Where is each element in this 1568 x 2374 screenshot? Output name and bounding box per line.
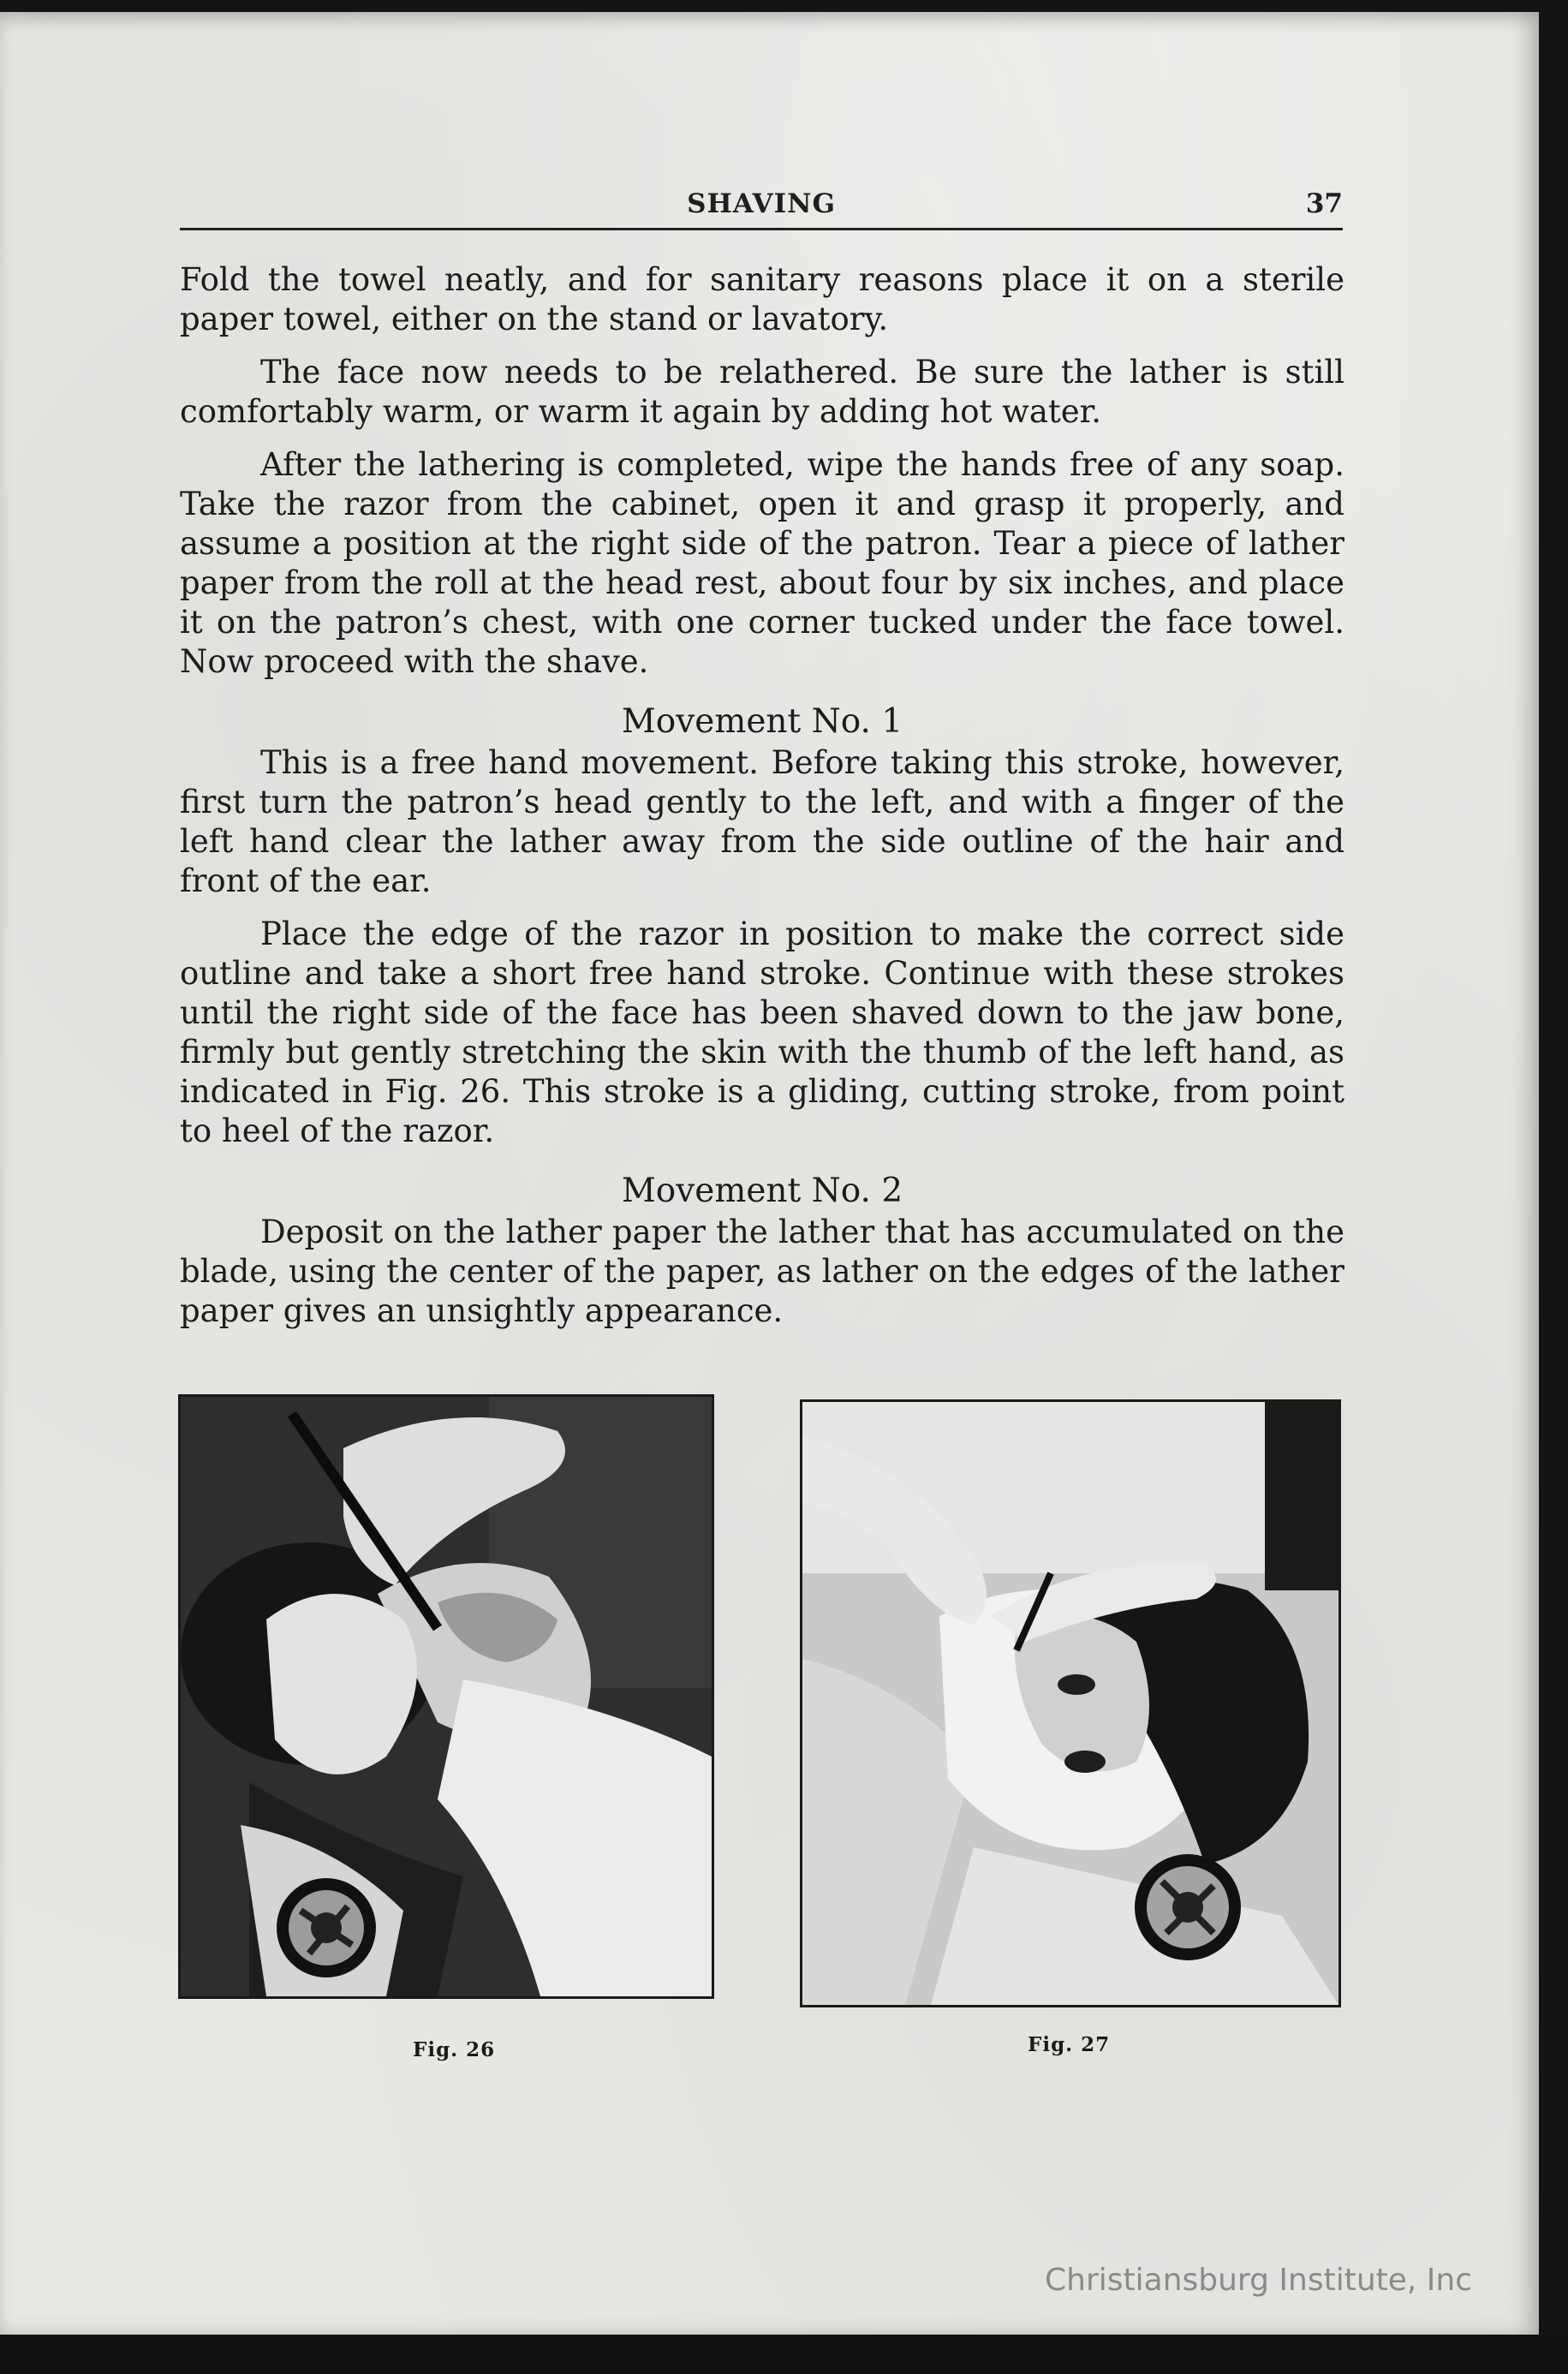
body-text [180,260,1344,1345]
paragraph: After the lathering is completed, wipe the hands free of any soap. Take the razor from the cabinet, open it and grasp it properly, and assume a position at the right side of the patron. Tear a piece of lather paper from the roll at the head rest, about four by six inches, and place it on the patron’s chest, with one corner tucked under the face towel. Now proceed with the shave. [180,446,1344,680]
fig-26-illustration [181,1397,712,1996]
paragraph: Fold the towel neatly, and for sanitary reasons place it on a sterile paper towel, either on the stand or lavatory. [180,261,1344,337]
figure-26-photo [178,1394,714,1999]
paragraph: This is a free hand movement. Before taking this stroke, however, first turn the patron’s head gently to the left, and with a finger of the left hand clear the lather away from the side outline of the hair and front of the ear. [180,744,1344,899]
watermark: Christiansburg Institute, Inc [1045,2263,1473,2298]
page-header [180,182,1343,230]
fig-27-illustration [802,1402,1338,2005]
page-number: 37 [1305,188,1343,219]
paragraph: Deposit on the lather paper the lather that has accumulated on the blade, using the center of the paper, as lather on the edges of the lather paper gives an unsightly appearance. [180,1214,1344,1329]
figure-27-caption: Fig. 27 [1028,2033,1111,2056]
movement-1-heading: Movement No. 1 [621,702,903,741]
book-page [0,12,1539,2335]
movement-2-heading: Movement No. 2 [621,1172,903,1210]
paragraph: Place the edge of the razor in position to make the correct side outline and take a short free hand stroke. Continue with these strokes until the right side of the face has been shaved down to the jaw bone, firmly but gently stretching the skin with the thumb of the left hand, as indicated in Fig. 26. This stroke is a gliding, cutting stroke, from point to heel of the razor. [180,916,1344,1149]
scan-border [0,2335,1568,2374]
figure-26-caption: Fig. 26 [413,2038,496,2061]
figure-27-photo [800,1399,1341,2007]
paragraph: The face now needs to be relathered. Be sure the lather is still comfortably warm, or warm it again by adding hot water. [180,354,1344,430]
running-title: SHAVING [687,188,836,219]
